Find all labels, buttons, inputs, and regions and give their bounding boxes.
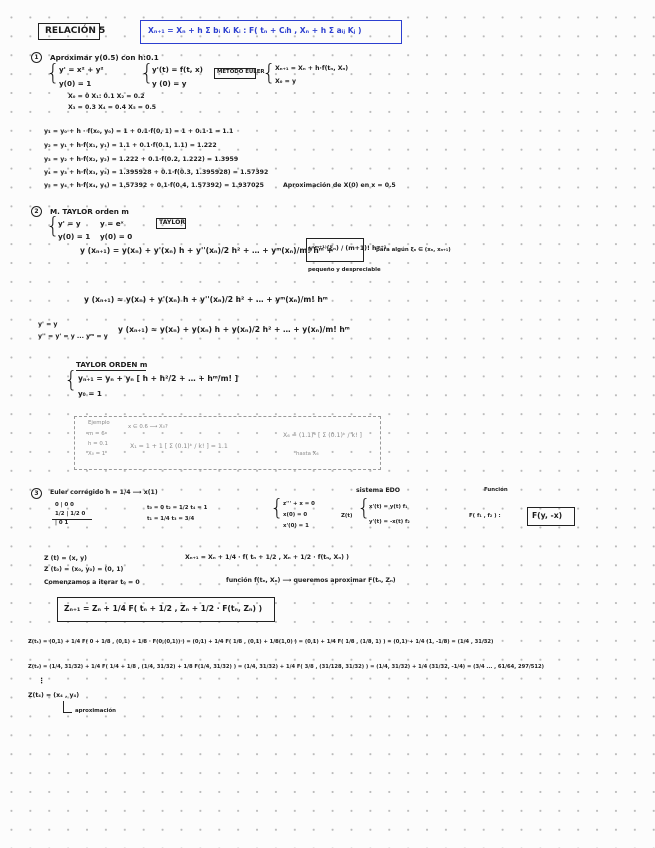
approx-arrow-horizontal <box>63 712 72 713</box>
ex1-step-3: y₃ = y₂ + h·f(x₂, y₂) = 1.222 + 0.1·f(0.2, 1.222) = 1.3959 <box>44 156 239 163</box>
brace-icon: { <box>262 61 276 86</box>
ex3-tableau-row3: | 0 1 <box>55 520 69 526</box>
example-val-m: m = 6 <box>88 431 105 437</box>
example-expr: X₁ = 1 + 1 [ Σ (0.1)ᵏ / k! ] = 1.1 <box>130 443 228 450</box>
ex3-main-formula: Zₙ₊₁ = Zₙ + 1/4 F( tₙ + 1/2 , Zₙ + 1/2 · F(tₙ, Zₙ) ) <box>64 604 263 613</box>
ex3-sys2: x(0) = 0 <box>283 512 308 518</box>
ex3-times1: t₀ = 0 t₂ = 1/2 t₄ = 1 <box>147 505 208 511</box>
ex1-sys3b: X₀ = y <box>275 78 297 85</box>
remainder-note: para algún ξₙ ∈ (xₙ, xₙ₊₁) <box>376 247 451 253</box>
ex3-z2: Z (t₀) = (x₀, y₀) = (0, 1) <box>44 566 124 573</box>
exercise-2-number: 2 <box>31 206 42 217</box>
ex1-grid-row2: X₃ = 0.3 X₄ = 0.4 X₅ = 0.5 <box>68 104 157 111</box>
ex2-sys3b: y₀ = 1 <box>78 389 102 398</box>
brace-icon: { <box>270 496 284 521</box>
brace-icon: { <box>64 368 78 393</box>
ex3-times2: t₁ = 1/4 t₃ = 3/4 <box>147 516 195 522</box>
ex3-iter: Xₙ₊₁ = Xₙ + 1/4 · f( tₙ + 1/2 , Xₙ + 1/2 · f(tₙ, Xₙ) ) <box>185 554 349 561</box>
ex2-sys1a: y' = y <box>58 219 81 228</box>
ex3-start: Comenzamos a iterar t₀ = 0 <box>44 579 140 586</box>
ex3-approx: aproximación <box>75 708 117 714</box>
ex2-line3: y (xₙ₊₁) ≈ y(xₙ) + y(xₙ) h + y(xₙ)/2 h² + … + y(xₙ)/m! hᵐ <box>118 325 350 334</box>
ex3-z1: Z (t) = (x, y) <box>44 555 87 562</box>
exercise-3-number: 3 <box>31 488 42 499</box>
example-label: Ejemplo <box>88 420 110 426</box>
brace-icon: { <box>140 61 154 86</box>
ex1-sys3a: Xₙ₊₁ = Xₙ + h·f(tₙ, Xₙ) <box>275 65 349 72</box>
ex2-deriv2: y'' = y' = y ... yᵐ = y <box>38 333 108 340</box>
ex3-sysb1: x'(t) = y(t) f₁ <box>369 504 408 510</box>
ex1-step-4: y₄ = y₃ + h·f(x₃, y₃) = 1.395928 + 0.1·f(0.3, 1.395928) = 1.57392 <box>44 169 269 176</box>
ex2-sys3a: yₙ₊₁ = yₙ + yₙ [ h + h²/2 + … + hᵐ/m! ] <box>78 374 239 383</box>
example-expr-right: X₆ = (1.1)⁶ [ Σ (0.1)ᵏ / k! ] <box>283 432 362 439</box>
ex2-sys1b: y(0) = 1 <box>58 232 91 241</box>
ex3-func-label: Función <box>484 487 508 493</box>
page-title: RELACIÓN 5 <box>45 26 106 36</box>
ex3-sys-label: sistema EDO <box>356 487 401 494</box>
example-arrow: x ∈ 0.6 ⟶ X₀? <box>128 424 168 430</box>
brace-icon: { <box>46 61 60 86</box>
example-val-h: h = 0.1 <box>88 441 108 447</box>
ex3-z-eq2: Z(t₂) = (1/4, 31/32) + 1/4 F( 1/4 + 1/8 , (1/4, 31/32) + 1/8 F(1/4, 31/32) ) = (1/4, 31/32) + 1/4 F( 3/8 , (31/128, 31/32) ) = (1/4, 31/32) + 1/4 (31/32, -1/4) = (3/4 ... , 61/64, 297/512) <box>28 664 544 670</box>
ex2-deriv1: y' = y <box>38 321 58 328</box>
ex2-title: M. TAYLOR orden m <box>50 207 129 216</box>
ex3-tableau-row2: 1/2 | 1/2 0 <box>55 511 86 517</box>
ex3-sysb2: y'(t) = -x(t) f₂ <box>369 519 410 525</box>
order-underline <box>76 370 146 371</box>
ex1-sys1b: y(0) = 1 <box>59 79 92 88</box>
example-note: hasta X₆ <box>296 451 319 457</box>
ex3-func-desc: función f(tₙ, Xₙ) ⟶ queremos aproximar F(tₙ, Zₙ) <box>226 577 396 584</box>
rk-formula: Xₙ₊₁ = Xₙ + h Σ bᵢ Kᵢ Kᵢ : F( tₙ + Cᵢh , Xₙ + h Σ aᵢⱼ Kⱼ ) <box>148 26 362 35</box>
ex3-sys3: x'(0) = 1 <box>283 523 309 529</box>
ex1-sys2b: y (0) = y <box>152 79 187 88</box>
ex1-grid-row1: X₀ = 0 X₁: 0.1 X₂ = 0.2 <box>68 93 145 100</box>
ex2-sys2b: y(0) = 0 <box>100 232 133 241</box>
ex1-step-2: y₂ = y₁ + h·f(x₁, y₁) = 1.1 + 0.1·f(0.1, 1.1) = 1.222 <box>44 142 217 149</box>
ex1-step-5: y₅ = y₄ + h·f(x₄, y₄) = 1.57392 + 0.1·f(0.4, 1.57392) = 1.937025 <box>44 182 264 189</box>
ex3-func-lhs: F( f₁ , f₂ ) : <box>469 513 501 519</box>
ex3-title: Euler corregido h = 1/4 ⟶ x(1) <box>50 489 158 496</box>
method-label: MÉTODO EULER <box>217 69 265 75</box>
ex3-dots: ⋮ <box>38 676 46 685</box>
ex3-func-box: F(y, -x) <box>532 511 563 520</box>
example-val-x0: X₀ = 1 <box>88 451 106 457</box>
ex2-sys2a: y = eˣ <box>100 219 124 228</box>
ex1-result: Aproximación de X(0) en x = 0.5 <box>283 182 396 189</box>
ex1-sys2a: y'(t) = f(t, x) <box>152 65 203 74</box>
ex2-line2: y (xₙ₊₁) ≈ y(xₙ) + y'(xₙ) h + y''(xₙ)/2 h² + … + yᵐ(xₙ)/m! hᵐ <box>84 295 328 304</box>
taylor-tag: TAYLOR <box>159 219 186 226</box>
ex3-z-eq1: Z(t₁) = (0,1) + 1/4 F( 0 + 1/8 , (0,1) + 1/8 · F(0,(0,1)) ) = (0,1) + 1/4 F( 1/8 , (0,1) + 1/8(1,0) ) = (0,1) + 1/4 F( 1/8 , (1/8, 1) ) = (0,1) + 1/4 (1, -1/8) = (1/4 , 31/32) <box>28 639 494 645</box>
tableau-rule <box>52 519 92 520</box>
ex1-sys1a: y' = x² + y² <box>59 65 104 74</box>
ex1-title: Aproximar y(0.5) con h:0.1 <box>50 53 159 62</box>
ex1-step-1: y₁ = y₀ + h · f(x₀, y₀) = 1 + 0.1·f(0, 1) = 1 + 0.1·1 = 1.1 <box>44 128 234 135</box>
ex3-zn: Z(t₄) = (x₄ , y₄) <box>28 692 80 699</box>
brace-icon: { <box>46 214 60 239</box>
ex3-tableau-row1: 0 | 0 0 <box>55 502 74 508</box>
ex3-sys1: z''' + x = 0 <box>283 501 315 507</box>
ex3-zt: Z(t) <box>341 513 353 519</box>
remainder-sub: pequeño y despreciable <box>308 267 381 273</box>
remainder-term: y⁽ᵐ⁺¹⁾(ξₙ) / (m+1)! hᵐ⁺¹ <box>309 245 387 252</box>
exercise-1-number: 1 <box>31 52 42 63</box>
ex2-order-title: TAYLOR ORDEN m <box>76 360 148 369</box>
ex2-line1: y (xₙ₊₁) = y(xₙ) + y'(xₙ) h + y''(xₙ)/2 h² + … + yᵐ(xₙ)/m! hᵐ + <box>80 246 333 255</box>
brace-icon: { <box>357 496 371 521</box>
